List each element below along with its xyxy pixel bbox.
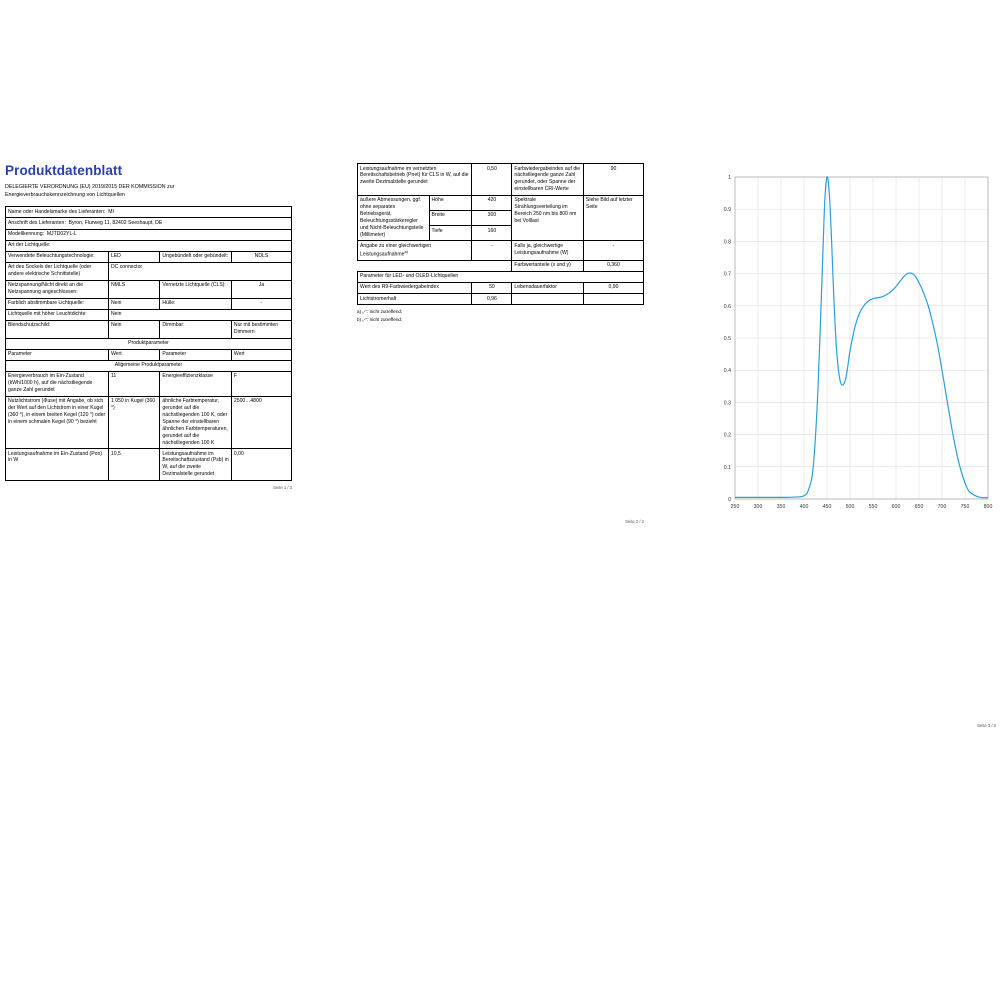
cct-value: 2500…4800: [231, 396, 291, 448]
table-row: [6, 338, 292, 349]
on-mode-power-value: 10,5: [108, 448, 159, 480]
page-3-number: Seite 3 / 3: [977, 723, 996, 728]
dimmable-value: Nur mit bestimmten Dimmern: [231, 320, 291, 338]
equivalent-power-label: [358, 241, 472, 261]
on-mode-power-label: Leistungsaufnahme im Ein-Zustand (Pon) in W: [6, 448, 109, 480]
svg-text:750: 750: [960, 504, 970, 510]
table-row: [358, 164, 644, 196]
footnote-b: b) „-": nicht zutreffend;: [357, 316, 403, 322]
svg-text:0.5: 0.5: [723, 336, 731, 342]
lifetime-factor-value: 0,90: [583, 282, 643, 293]
page-3: [709, 163, 996, 728]
equivalent-power-if-yes-value: -: [583, 241, 643, 261]
equivalent-power-value: -: [472, 241, 512, 261]
supplier-name-label: Name oder Handelsmarke des Lieferanten:: [8, 209, 106, 215]
page-title: Produktdatenblatt: [5, 163, 123, 178]
supplier-address-row: [6, 218, 292, 229]
networked-standby-label: Leistungsaufnahme im vernetzten Bereitschaftsbetrieb (Pnet) für CLS in W, auf die zweite Dezimalstelle gerundet: [358, 164, 472, 196]
empty-value: [583, 293, 643, 304]
svg-text:0.8: 0.8: [723, 239, 731, 246]
dimension-name-depth: Tiefe: [429, 225, 472, 240]
col-header-value-2: Wert: [231, 349, 291, 360]
bundled-value: NDLS: [231, 251, 291, 262]
spectral-chart-svg: [709, 163, 996, 523]
supplier-address-value: Byron, Flurweg 11, 82402 Seeshaupt, DE: [68, 220, 163, 227]
energy-consumption-label: Energieverbrauch im Ein-Zustand (kWh/1000 h), auf die nächstliegende ganze Zahl gerundet: [6, 371, 109, 396]
cri-label: Farbwiedergabeindex auf die nächstliegende ganze Zahl gerundet, oder Spanne der einstellbaren CRI-Werte: [512, 164, 584, 196]
dimmable-label: Dimmbar:: [160, 320, 232, 338]
standby-power-value: 0,00: [231, 448, 291, 480]
useful-flux-value: 1 050 in Kugel (360 °): [108, 396, 159, 448]
product-parameter-header: Produktparameter: [6, 338, 292, 349]
high-luminance-value: Nein: [108, 309, 291, 320]
page-1: [5, 163, 292, 490]
model-row: [6, 229, 292, 240]
supplier-name-row: [6, 207, 292, 218]
footnote-a: a) „-": nicht zutreffend;: [357, 309, 403, 314]
table-row: [6, 371, 292, 396]
table-row: [358, 241, 644, 261]
table-row: [6, 207, 292, 218]
dimension-name-height: Höhe: [429, 195, 472, 210]
energy-class-value: F: [231, 371, 291, 396]
energy-consumption-value: 11: [108, 371, 159, 396]
table-row: [6, 360, 292, 371]
cls-value: Ja: [231, 280, 291, 298]
r9-value: 50: [472, 282, 512, 293]
mains-value: NMLS: [108, 280, 159, 298]
table-row: [6, 240, 292, 251]
footnotes: [357, 308, 644, 324]
equivalent-power-text: Angabe zu einer gleichwertigen Leistungsaufnahme: [360, 242, 432, 258]
bundled-label: Ungebündelt oder gebündelt:: [160, 251, 232, 262]
table-row: [6, 298, 292, 309]
spd-value: Siehe Bild auf letzter Seite: [583, 195, 643, 240]
cri-value: 90: [583, 164, 643, 196]
table-row: [6, 229, 292, 240]
empty-label: [512, 293, 584, 304]
svg-text:0.9: 0.9: [723, 207, 731, 214]
table-row: [6, 218, 292, 229]
glare-shield-label: Blendschutzschild:: [6, 320, 109, 338]
table-row: [358, 293, 644, 304]
r9-label: Wert des R9-Farbwiedergabeindex: [358, 282, 472, 293]
table-row: [6, 396, 292, 448]
svg-text:0: 0: [728, 497, 731, 503]
svg-text:0.6: 0.6: [723, 303, 731, 310]
table-row: [358, 195, 644, 210]
table-row: [358, 260, 644, 271]
svg-text:500: 500: [845, 504, 855, 510]
col-header-parameter-1: Parameter: [6, 349, 109, 360]
table-row: [6, 280, 292, 298]
svg-text:350: 350: [776, 504, 786, 510]
networked-standby-value: 0,50: [472, 164, 512, 196]
svg-text:550: 550: [868, 504, 878, 510]
spd-label: Spektrale Strahlungsverteilung im Bereich 250 nm bis 800 nm bei Volllast: [512, 195, 584, 240]
general-parameters-header: Allgemeine Produktparameter: [6, 360, 292, 371]
color-tunable-value: Nein: [108, 298, 159, 309]
svg-text:600: 600: [891, 504, 901, 510]
light-source-type-row: Art der Lichtquelle:: [6, 240, 292, 251]
chromaticity-label: Farbwertanteile (x und y): [512, 260, 584, 271]
svg-text:650: 650: [914, 504, 924, 510]
table-row: [6, 349, 292, 360]
product-parameters-table-2: [357, 163, 644, 305]
svg-text:0.2: 0.2: [723, 432, 731, 439]
page-1-number: Seite 1 / 3: [273, 484, 292, 490]
flux-maintenance-label: Lichtstromerhalt: [358, 293, 472, 304]
svg-text:250: 250: [730, 504, 740, 510]
spacer-cell: [358, 260, 512, 271]
svg-text:400: 400: [799, 504, 809, 510]
energy-class-label: Energieeffizienzklasse: [160, 371, 232, 396]
equivalent-power-footnote-marker: a): [404, 249, 408, 254]
dimension-name-width: Breite: [429, 210, 472, 225]
technology-value: LED: [108, 251, 159, 262]
svg-text:450: 450: [822, 504, 832, 510]
svg-text:1: 1: [728, 175, 731, 181]
dimensions-label: äußere Abmessungen, ggf. ohne separates Betriebsgerät, Beleuchtungsstärkeregler und Nicht-Beleuchtungsteile (Millimeter): [358, 195, 430, 240]
table-row: [6, 448, 292, 480]
table-row: [6, 309, 292, 320]
chromaticity-value: 0,360: [583, 260, 643, 271]
standby-power-label: Leistungsaufnahme im Bereitschaftszustand (Psb) in W, auf die zweite Dezimalstelle gerundet: [160, 448, 232, 480]
cct-label: ähnliche Farbtemperatur, gerundet auf die nächstliegenden 100 K, oder Spanne der einstellbaren ähnlichen Farbtemperaturen, gerundet auf die nächstliegenden 100 K: [160, 396, 232, 448]
dimension-value-width: 300: [472, 210, 512, 225]
lifetime-factor-label: Lebensdauerfaktor: [512, 282, 584, 293]
equivalent-power-if-yes-label: Falls ja, gleichwertige Leistungsaufnahme (W): [512, 241, 584, 261]
table-row: [6, 320, 292, 338]
svg-text:300: 300: [753, 504, 763, 510]
dimension-value-height: 420: [472, 195, 512, 210]
regulation-subtitle: DELEGIERTE VERORDNUNG (EU) 2019/2015 DER KOMMISSION zur Energieverbrauchskennzeichnung von Lichtquellen: [5, 184, 175, 199]
model-value: MJTD02YL-L: [46, 231, 77, 238]
product-info-table: [5, 206, 292, 480]
model-label: Modellkennung:: [8, 231, 44, 238]
color-tunable-label: Farblich abstimmbare Lichtquelle:: [6, 298, 109, 309]
dimension-value-depth: 160: [472, 225, 512, 240]
glare-shield-value: Nein: [108, 320, 159, 338]
envelope-label: Hülle:: [160, 298, 232, 309]
table-row: [6, 262, 292, 280]
svg-text:800: 800: [983, 504, 993, 510]
svg-text:700: 700: [937, 504, 947, 510]
socket-label: Art des Sockels der Lichtquelle (oder andere elektrische Schnittstelle): [6, 262, 109, 280]
high-luminance-label: Lichtquelle mit höher Leuchtdichte:: [6, 309, 109, 320]
table-row: [358, 271, 644, 282]
spectral-distribution-chart: [709, 163, 996, 523]
led-parameters-header: Parameter für LED- und OLED-Lichtquellen: [358, 271, 644, 282]
technology-label: Verwendete Beleuchtungstechnologie:: [6, 251, 109, 262]
col-header-parameter-2: Parameter: [160, 349, 232, 360]
supplier-address-label: Anschrift des Lieferanten:: [8, 220, 66, 227]
useful-flux-label: Nutzlichtstrom (Φuse) mit Angabe, ob sich der Wert auf den Lichtstrom in einer Kugel (360 °), in einem breiten Kegel (120 °) oder in einem schmalen Kegel (90 °) bezieht: [6, 396, 109, 448]
page-2: [357, 163, 644, 524]
envelope-value: -: [231, 298, 291, 309]
svg-text:0.7: 0.7: [723, 271, 731, 278]
cls-label: Vernetzte Lichtquelle (CLS):: [160, 280, 232, 298]
svg-text:0.3: 0.3: [723, 400, 731, 407]
flux-maintenance-value: 0,96: [472, 293, 512, 304]
supplier-name-value: MI: [108, 209, 114, 215]
svg-text:0.1: 0.1: [723, 464, 731, 471]
socket-value: DC connector: [108, 262, 291, 280]
svg-text:0.4: 0.4: [723, 368, 731, 375]
page-2-number: Seite 2 / 3: [625, 518, 644, 524]
table-row: [6, 251, 292, 262]
table-row: [358, 282, 644, 293]
mains-label: Netzspannung/Nicht direkt an die Netzspannung angeschlossen:: [6, 280, 109, 298]
col-header-value-1: Wert: [108, 349, 159, 360]
